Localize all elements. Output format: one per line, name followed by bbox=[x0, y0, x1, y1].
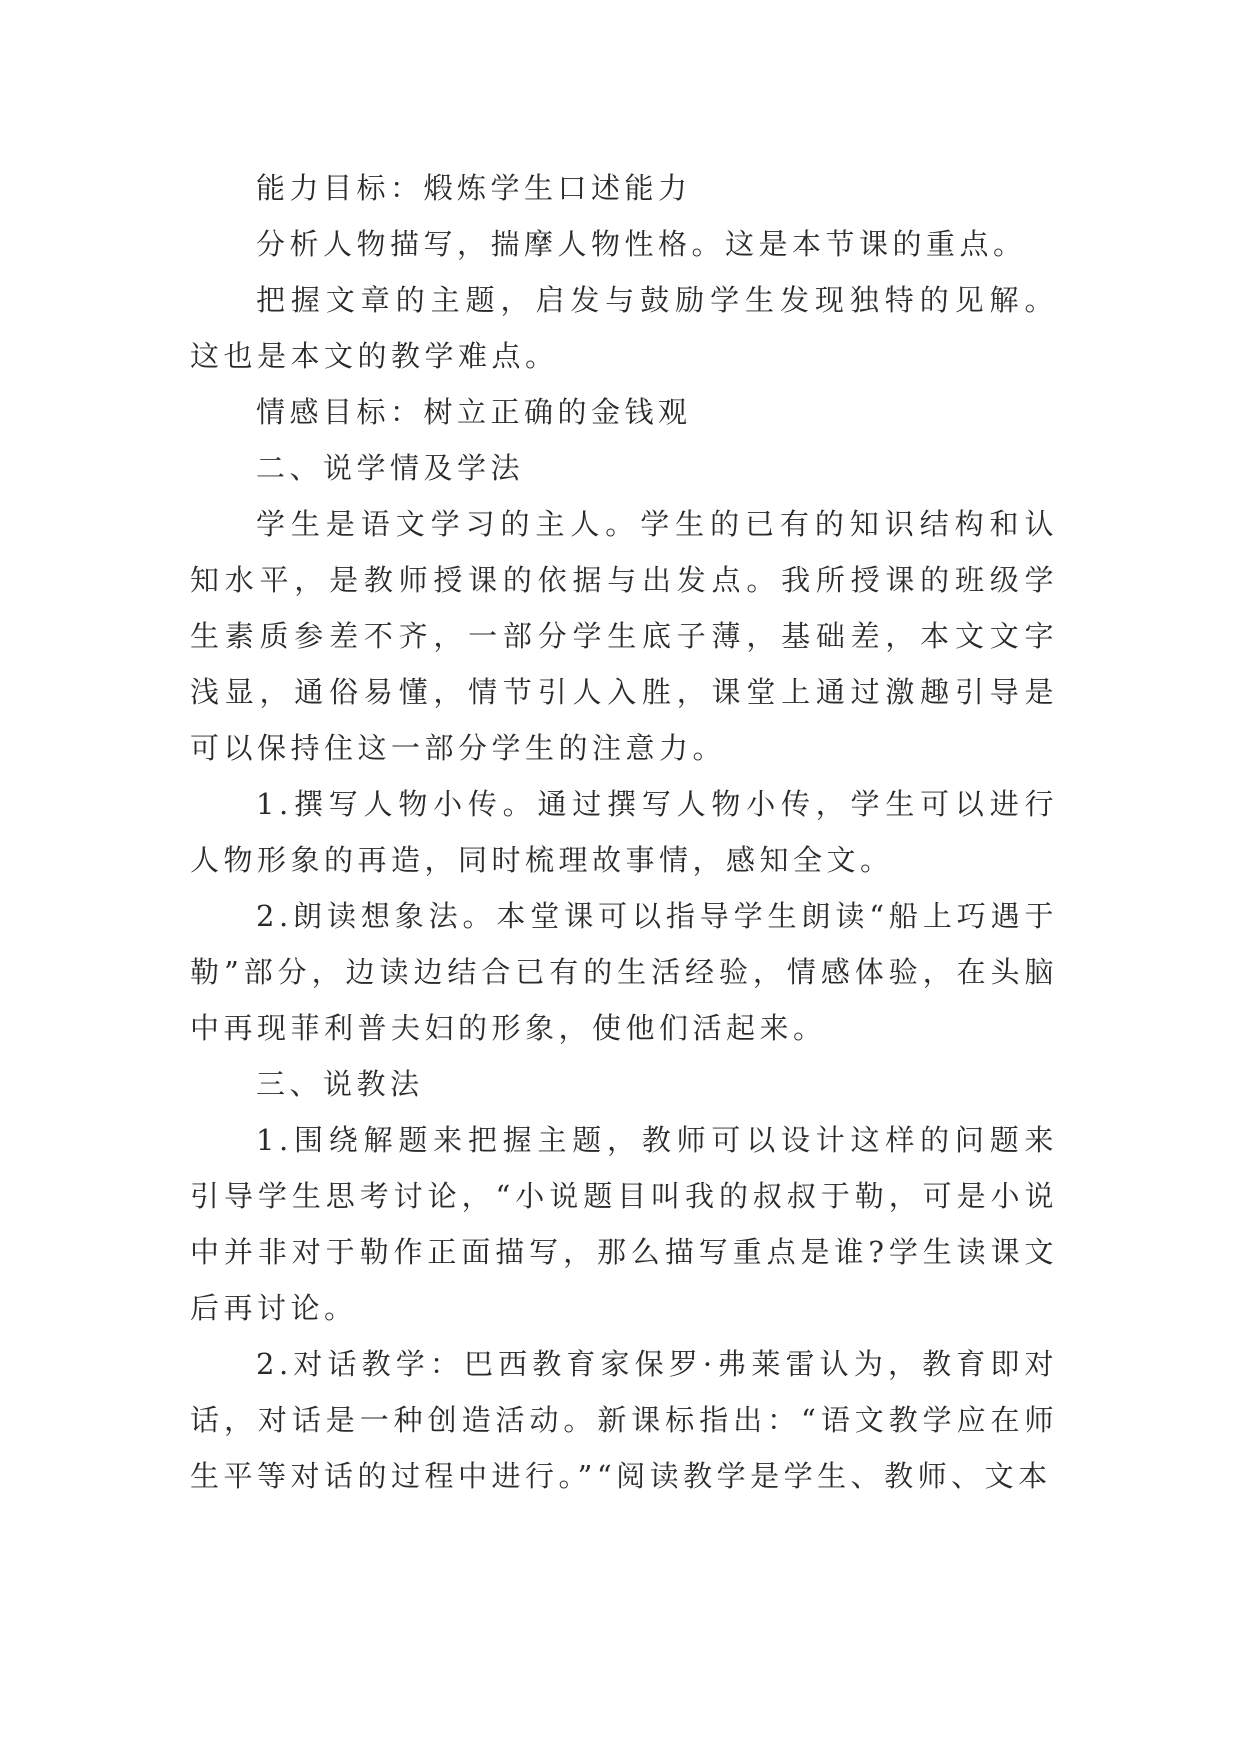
paragraph-teaching-1: 1.围绕解题来把握主题，教师可以设计这样的问题来引导学生思考讨论，“小说题目叫我的叔叔于勒，可是小说中并非对于勒作正面描写，那么描写重点是谁?学生读课文后再讨论。 bbox=[190, 1123, 1058, 1325]
paragraph-theme-grasp: 把握文章的主题，启发与鼓励学生发现独特的见解。这也是本文的教学难点。 bbox=[190, 283, 1058, 373]
paragraph-teaching-2: 2.对话教学：巴西教育家保罗·弗莱雷认为，教育即对话，对话是一种创造活动。新课标指出：“语文教学应在师生平等对话的过程中进行。”“阅读教学是学生、教师、文本 bbox=[190, 1347, 1058, 1493]
section-heading-teaching: 三、说教法 bbox=[256, 1067, 424, 1101]
section-heading-learning: 二、说学情及学法 bbox=[256, 451, 525, 485]
paragraph-method-1: 1.撰写人物小传。通过撰写人物小传，学生可以进行人物形象的再造，同时梳理故事情，感知全文。 bbox=[190, 787, 1058, 877]
paragraph-student-situation: 学生是语文学习的主人。学生的已有的知识结构和认知水平，是教师授课的依据与出发点。我所授课的班级学生素质参差不齐，一部分学生底子薄，基础差，本文文字浅显，通俗易懂，情节引人入胜，课堂上通过激趣引导是可以保持住这一部分学生的注意力。 bbox=[190, 507, 1058, 765]
paragraph-emotion-goal: 情感目标：树立正确的金钱观 bbox=[256, 395, 692, 429]
paragraph-character-analysis: 分析人物描写，揣摩人物性格。这是本节课的重点。 bbox=[256, 227, 1027, 261]
paragraph-method-2: 2.朗读想象法。本堂课可以指导学生朗读“船上巧遇于勒”部分，边读边结合已有的生活经验，情感体验，在头脑中再现菲利普夫妇的形象，使他们活起来。 bbox=[190, 899, 1058, 1045]
document-body bbox=[190, 160, 1058, 1504]
paragraph-ability-goal: 能力目标：煅炼学生口述能力 bbox=[256, 171, 692, 205]
